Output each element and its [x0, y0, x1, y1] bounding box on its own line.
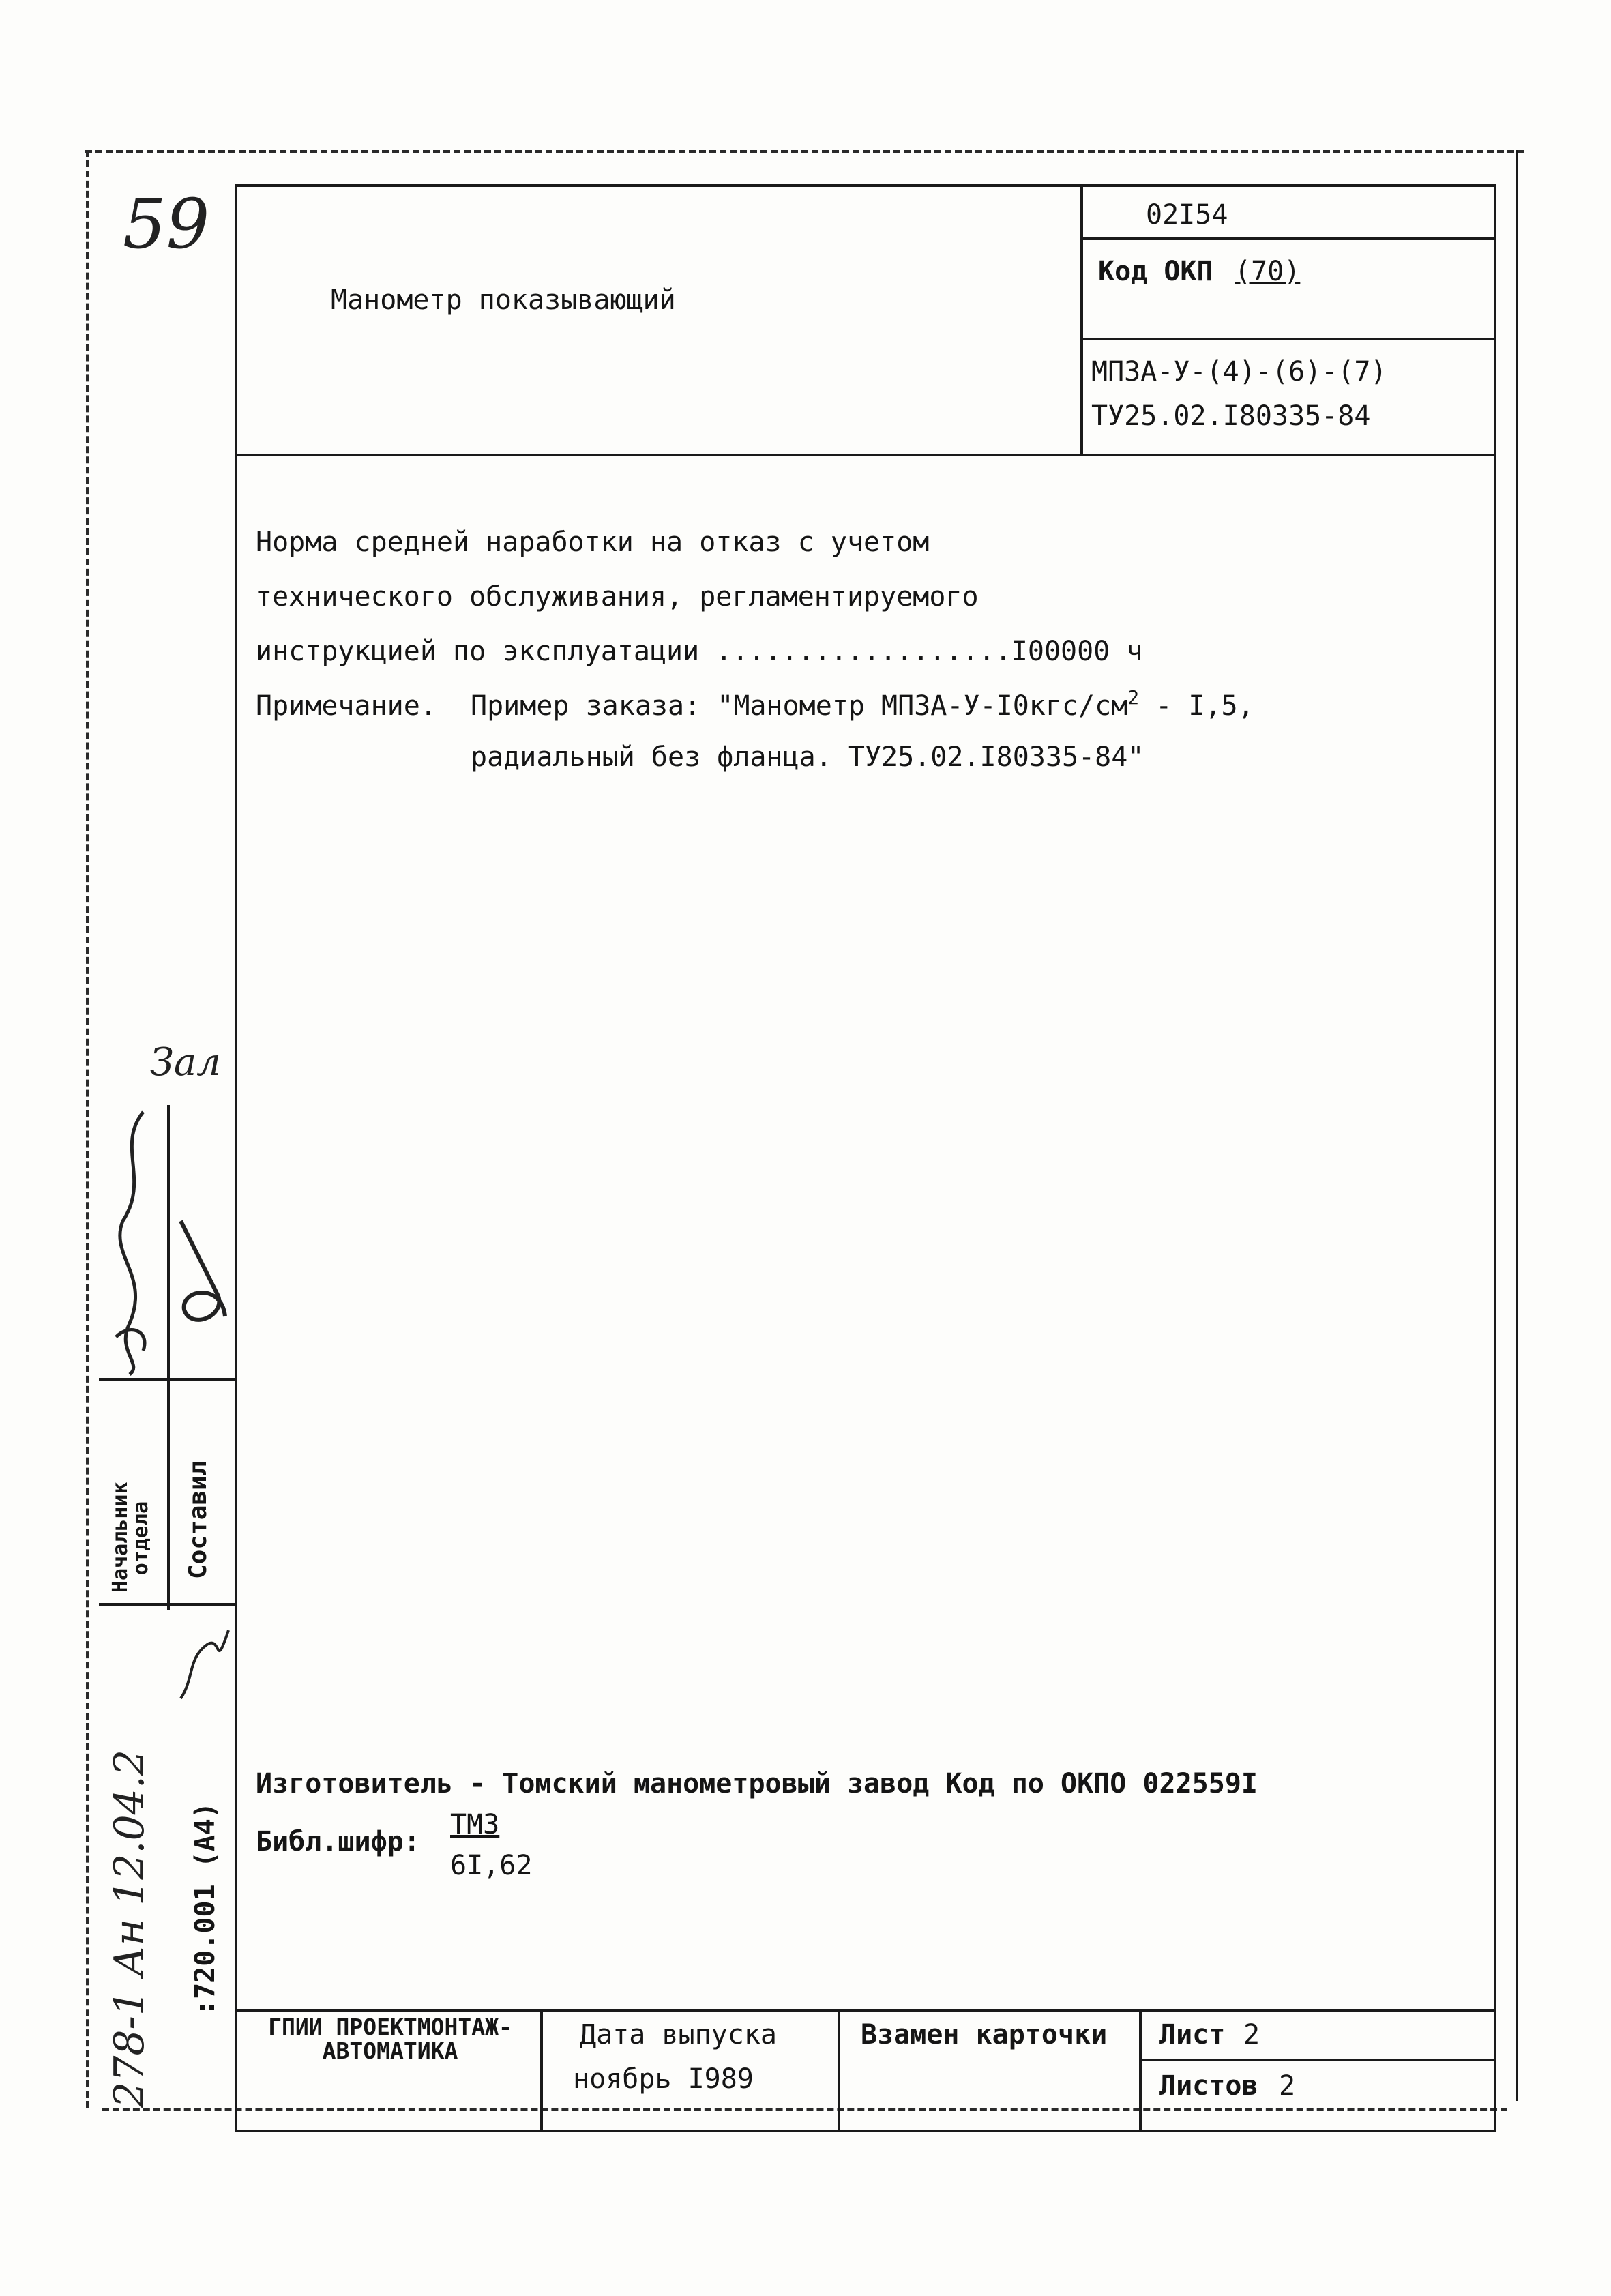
side-head-text: Начальник отдела — [108, 1482, 153, 1593]
side-compiled-by: Составил — [184, 1460, 212, 1579]
note-text — [471, 686, 1254, 722]
right-border — [1516, 150, 1518, 2101]
main-box-left — [235, 184, 237, 2132]
note-superscript: 2 — [1127, 686, 1140, 709]
product-spec: ТУ25.02.I80335-84 — [1091, 400, 1371, 432]
footer-top-line — [235, 2009, 1496, 2012]
footer-sheets-value: 2 — [1279, 2070, 1296, 2102]
body-line-1: Норма средней наработки на отказ с учетом — [256, 527, 930, 558]
sheet-number: 59 — [123, 184, 210, 264]
manufacturer-line: Изготовитель - Томский манометровый завод Код по ОКПО 022559I — [256, 1768, 1258, 1799]
okp-code: (70) — [1235, 256, 1301, 287]
note-label: Примечание. — [256, 690, 437, 722]
footer-divider-2 — [838, 2009, 840, 2132]
header-right-line-1 — [1080, 237, 1495, 240]
note-text-tail: - I,5, — [1139, 690, 1254, 722]
note-line-2: радиальный без фланца. ТУ25.02.I80335-84" — [471, 741, 1144, 773]
signature-small — [174, 1617, 235, 1705]
main-box-top — [235, 184, 1496, 187]
main-box-right — [1494, 184, 1496, 2132]
main-box-bottom — [235, 2130, 1496, 2132]
document-number: 02I54 — [1146, 199, 1228, 231]
product-designation: МПЗА-У-(4)-(6)-(7) — [1091, 356, 1387, 387]
library-numerator: ТМЗ — [450, 1809, 500, 1840]
signature-head — [102, 1105, 167, 1378]
header-bottom-line — [235, 454, 1496, 456]
footer-sheet-value: 2 — [1243, 2019, 1260, 2050]
library-denominator: 6I,62 — [450, 1850, 533, 1881]
footer-sheets-label: Листов — [1159, 2070, 1258, 2102]
header-right-line-2 — [1080, 338, 1495, 340]
body-line-3: инструкцией по эксплуатации ..................I00000 ч — [256, 636, 1143, 667]
okp-label: Код ОКП — [1098, 256, 1213, 287]
footer-replace-label: Взамен карточки — [861, 2019, 1108, 2050]
side-column-divider — [167, 1105, 170, 1610]
footer-date-label: Дата выпуска — [580, 2019, 777, 2050]
body-line-2: технического обслуживания, регламентируемого — [256, 581, 979, 613]
note-text-main: Пример заказа: "Манометр МПЗА-У-I0кгс/см — [471, 690, 1128, 722]
footer-date-value: ноябрь I989 — [573, 2063, 754, 2095]
side-column-line-2 — [99, 1603, 235, 1606]
library-label: Библ.шифр: — [256, 1826, 420, 1857]
footer-divider-1 — [540, 2009, 543, 2132]
header-divider — [1080, 184, 1083, 455]
bottom-dashed-border — [102, 2108, 1507, 2111]
signature-compiler — [171, 1214, 235, 1351]
side-format-code: :720.001 (A4) — [190, 1801, 221, 2016]
document-title: Манометр показывающий — [331, 284, 676, 316]
left-dashed-border — [86, 150, 89, 2108]
footer-organization: ГПИИ ПРОЕКТМОНТАЖ- АВТОМАТИКА — [268, 2014, 512, 2064]
footer-sheet-label: Лист — [1159, 2019, 1226, 2050]
side-signature-mark: Зал — [150, 1040, 221, 1085]
footer-sheet-divider — [1139, 2059, 1495, 2061]
side-column-line-1 — [99, 1378, 235, 1381]
top-dashed-border — [85, 150, 1524, 153]
footer-divider-3 — [1139, 2009, 1142, 2132]
side-head-of-department — [110, 1388, 151, 1593]
side-handwritten-code: 278-1 Ан 12.04.2 — [106, 1749, 153, 2108]
